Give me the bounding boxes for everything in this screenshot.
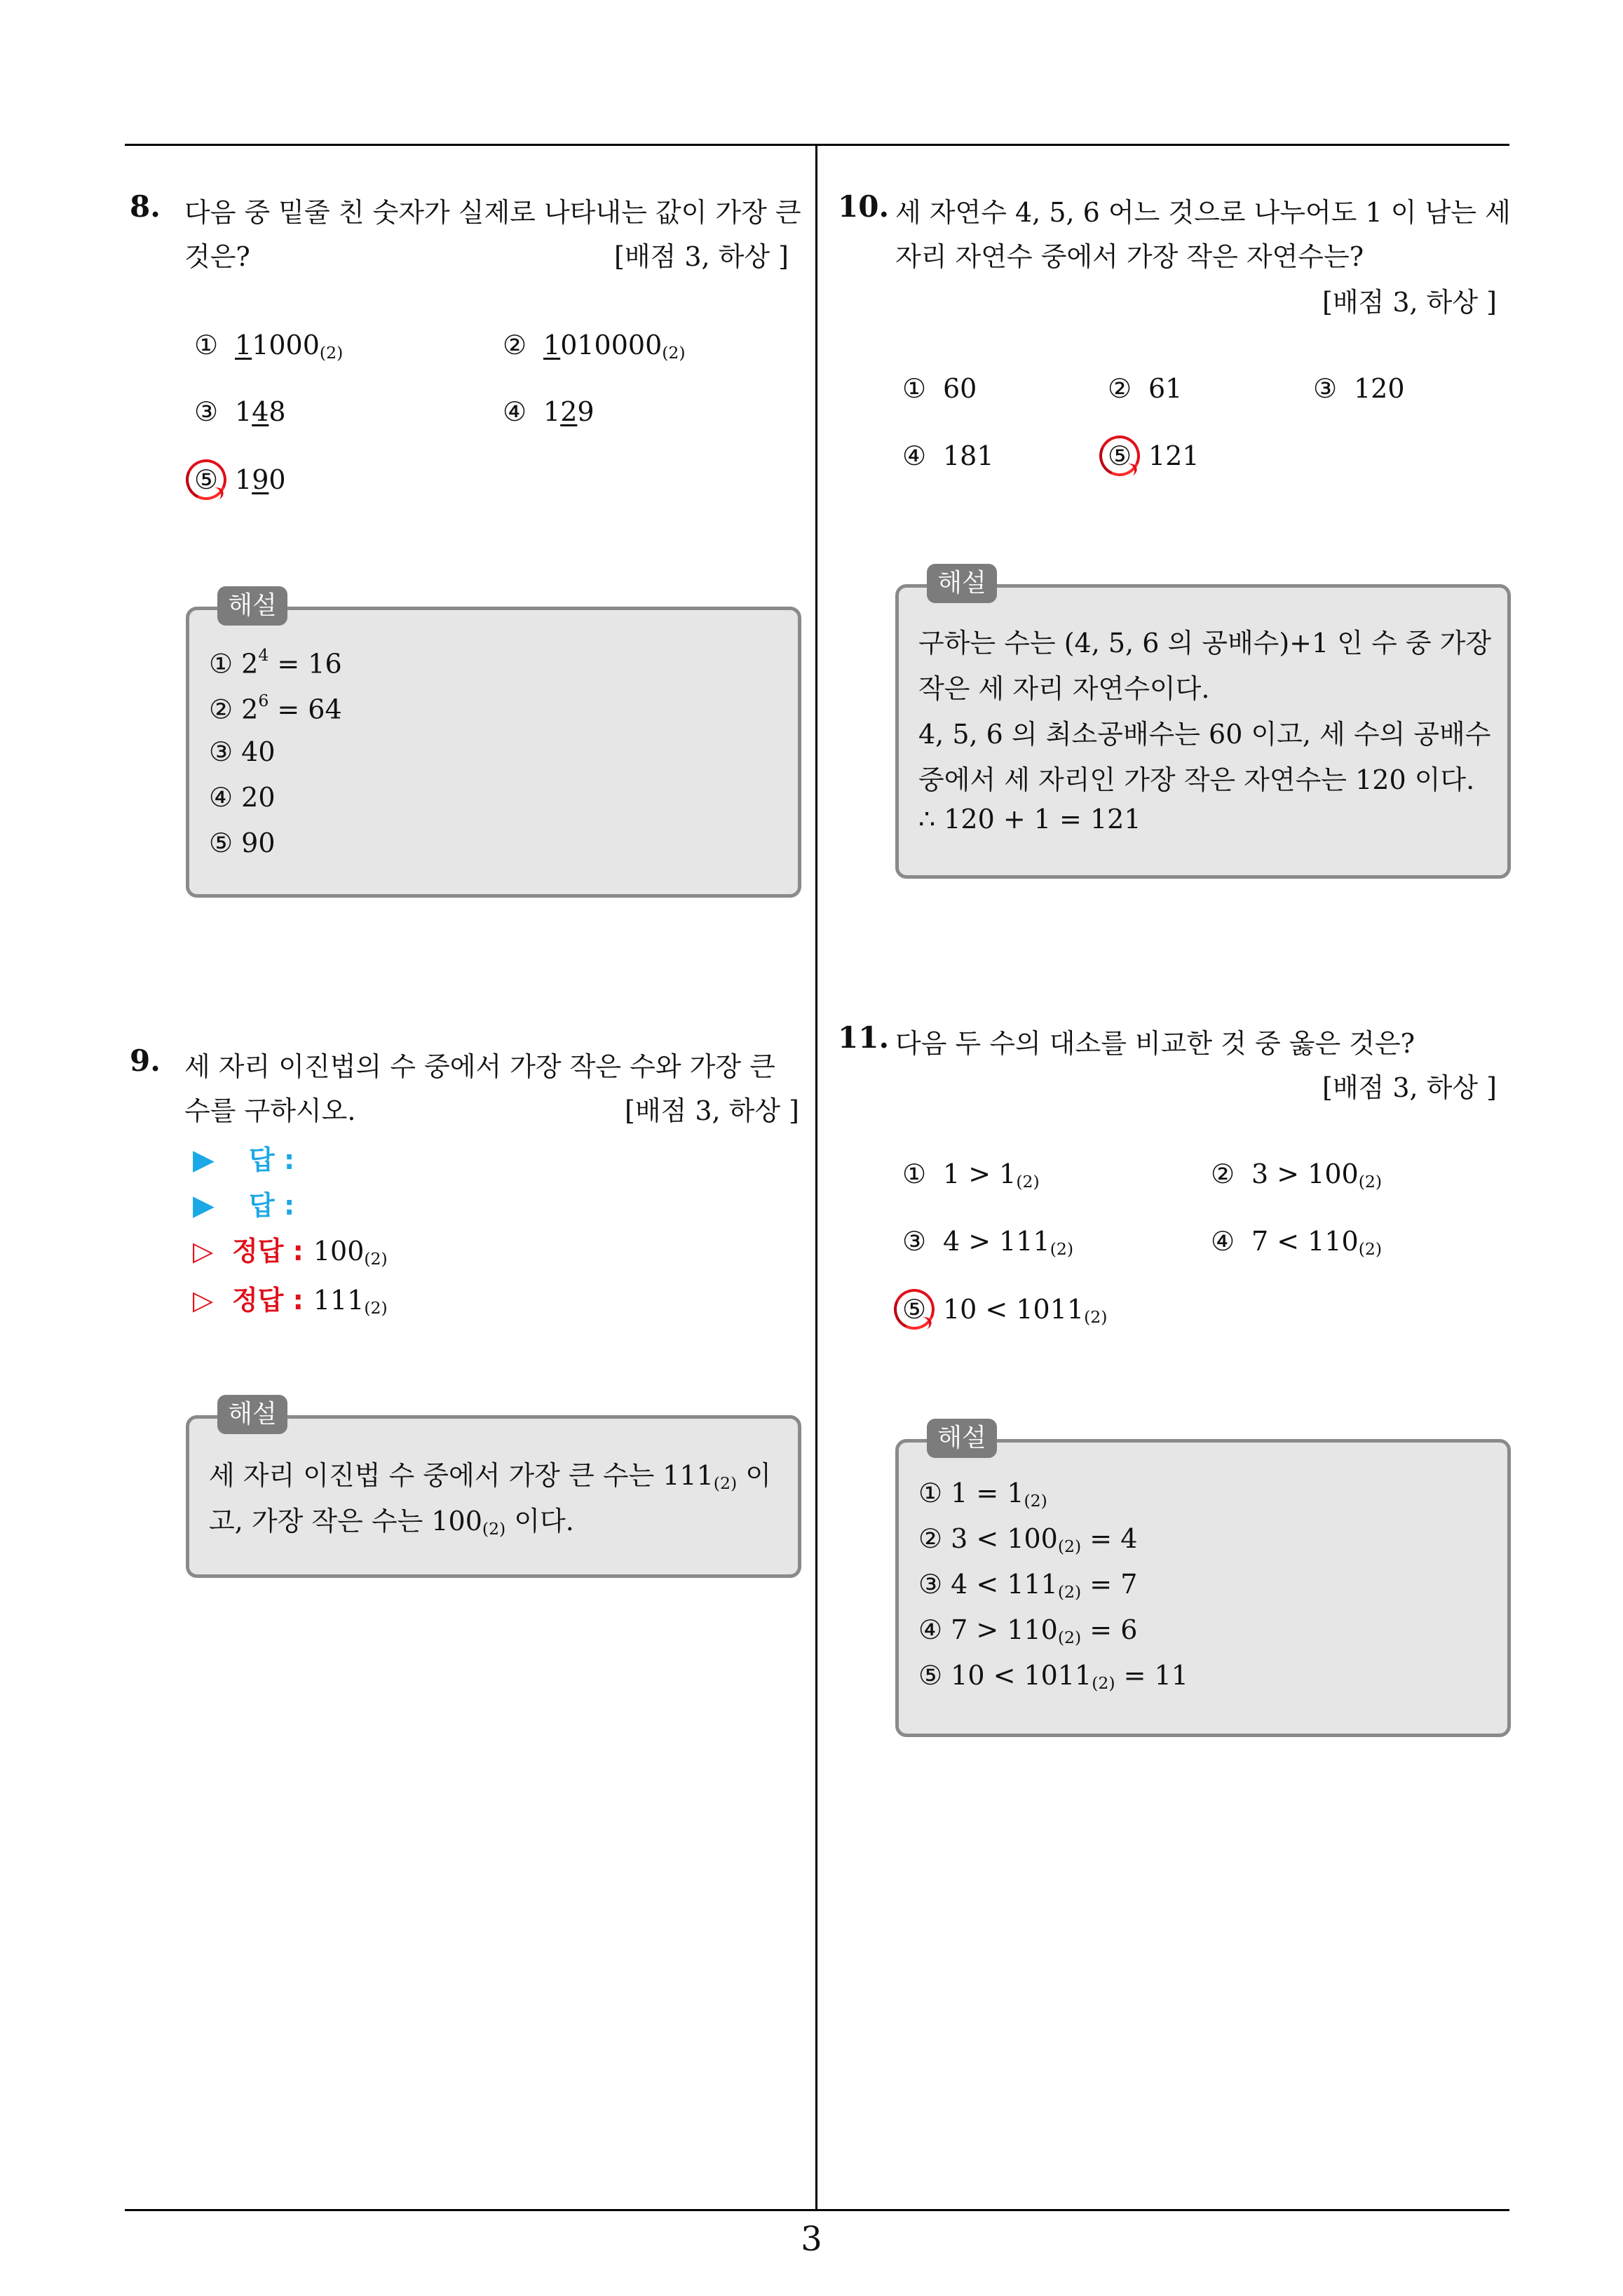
answer-circle-mark [888,1283,940,1335]
solution-box [186,1400,801,1578]
choice-4[interactable]: ④ $7 < 110_{(2)}$ [1211,1226,1383,1259]
solution-box [186,591,801,898]
choice-1[interactable]: ① 60 [902,373,977,404]
choice-marker: ④ [1211,1226,1235,1257]
answer-circle-mark [1094,430,1146,482]
problem-number: 9. [130,1044,161,1078]
solution-line: ④ $7 > 110_{(2)} = 6$ [918,1614,1138,1647]
choice-2[interactable]: ② 61 [1108,373,1183,404]
choice-marker: ⑤ [1108,440,1132,471]
solution-line: ③ $4 < 111_{(2)} = 7$ [918,1569,1138,1602]
choice-3[interactable]: ③ 148 [194,396,286,427]
choice-4[interactable]: ④ 181 [902,440,994,471]
problem-number: 11. [838,1020,890,1055]
problem-9 [130,1044,803,1591]
solution-tab: 해설 [217,1395,287,1434]
solution-line: ③ 40 [209,736,276,767]
solution-line: 작은 세 자리 자연수이다. [918,673,1210,704]
solution-tab: 해설 [927,1419,997,1458]
solution-line: ① $1 = 1_{(2)}$ [918,1478,1047,1511]
problem-10 [838,189,1514,884]
problem-8 [130,189,803,905]
choice-marker: ② [1108,373,1132,404]
solution-tab: 해설 [217,586,287,626]
solution-line: 중에서 세 자리인 가장 작은 자연수는 120 이다. [918,764,1475,795]
page-number: 3 [801,2220,822,2259]
solution-line: 4, 5, 6 의 최소공배수는 60 이고, 세 수의 공배수 [918,719,1491,750]
choice-1[interactable]: ① $11000_{(2)}$ [194,330,344,363]
correct-answer-2: ▷ 정답 : $111_{(2)}$ [193,1285,388,1318]
score-label: [배점 3, 하상 ] [1322,287,1497,318]
score-label: [배점 3, 하상 ] [614,241,789,272]
choice-marker: ⑤ [194,464,219,495]
choice-marker: ③ [902,1226,927,1257]
question-line-1: 세 자연수 4, 5, 6 어느 것으로 나누어도 1 이 남는 세 [895,197,1511,228]
question-line-2: 것은? [184,241,250,272]
choice-2[interactable]: ② $1010000_{(2)}$ [503,330,686,363]
question-line-1: 다음 중 밑줄 친 숫자가 실제로 나타내는 값이 가장 큰 [184,197,801,228]
choice-2[interactable]: ② $3 > 100_{(2)}$ [1211,1159,1383,1191]
choice-marker: ④ [902,440,927,471]
answer-circle-mark [180,454,232,506]
outline-triangle-icon: ▷ [193,1285,214,1316]
solution-line: ④ 20 [209,782,276,813]
choice-5[interactable]: ⑤ 190 [194,464,286,495]
solution-line: ② $3 < 100_{(2)} = 4$ [918,1523,1138,1556]
choice-1[interactable]: ① $1 > 1_{(2)}$ [902,1159,1040,1191]
solution-line: ⑤ 90 [209,828,276,858]
question-line-2: 자리 자연수 중에서 가장 작은 자연수는? [895,241,1364,272]
solution-line: ⑤ $10 < 1011_{(2)} = 11$ [918,1660,1188,1693]
column-divider [815,144,817,2211]
solution-line: 고, 가장 작은 수는 $100_{(2)}$ 이다. [209,1506,574,1539]
choice-3[interactable]: ③ $4 > 111_{(2)}$ [902,1226,1074,1259]
problem-number: 8. [130,189,161,224]
solution-line: ① $2^4 = 16$ [209,645,342,680]
choice-marker: ② [1211,1159,1235,1189]
play-triangle-icon: ▶ [193,1144,215,1176]
outline-triangle-icon: ▷ [193,1236,214,1267]
choice-marker: ③ [1313,373,1338,404]
question-line-1: 세 자리 이진법의 수 중에서 가장 작은 수와 가장 큰 [184,1051,775,1082]
choice-marker: ① [902,1159,927,1189]
question-line-2: 수를 구하시오. [184,1095,356,1126]
answer-field-1[interactable]: ▶ 답 : [193,1144,295,1176]
choice-3[interactable]: ③ 120 [1313,373,1405,404]
solution-line: 구하는 수는 (4, 5, 6 의 공배수)+1 인 수 중 가장 [918,628,1492,659]
solution-tab: 해설 [927,564,997,603]
answer-field-2[interactable]: ▶ 답 : [193,1189,295,1222]
choice-marker: ② [503,330,527,360]
solution-box [895,569,1511,879]
choice-marker: ⑤ [902,1294,927,1325]
solution-box [895,1424,1511,1737]
solution-line: ∴ 120 + 1 = 121 [918,804,1141,835]
problem-11 [838,1020,1514,1743]
correct-answer-1: ▷ 정답 : $100_{(2)}$ [193,1236,388,1269]
solution-line: 세 자리 이진법 수 중에서 가장 큰 수는 $111_{(2)}$ 이 [209,1460,771,1493]
choice-4[interactable]: ④ 129 [503,396,595,427]
choice-marker: ① [902,373,927,404]
question-line-1: 다음 두 수의 대소를 비교한 것 중 옳은 것은? [895,1028,1415,1059]
solution-line: ② $2^6 = 64$ [209,691,342,725]
choice-marker: ④ [503,396,527,427]
choice-5[interactable]: ⑤ $10 < 1011_{(2)}$ [902,1294,1108,1327]
choice-marker: ③ [194,396,219,427]
score-label: [배점 3, 하상 ] [625,1095,799,1126]
choice-5[interactable]: ⑤ 121 [1108,440,1200,471]
score-label: [배점 3, 하상 ] [1322,1072,1497,1103]
play-triangle-icon: ▶ [193,1189,215,1222]
choice-marker: ① [194,330,219,360]
problem-number: 10. [838,189,890,224]
